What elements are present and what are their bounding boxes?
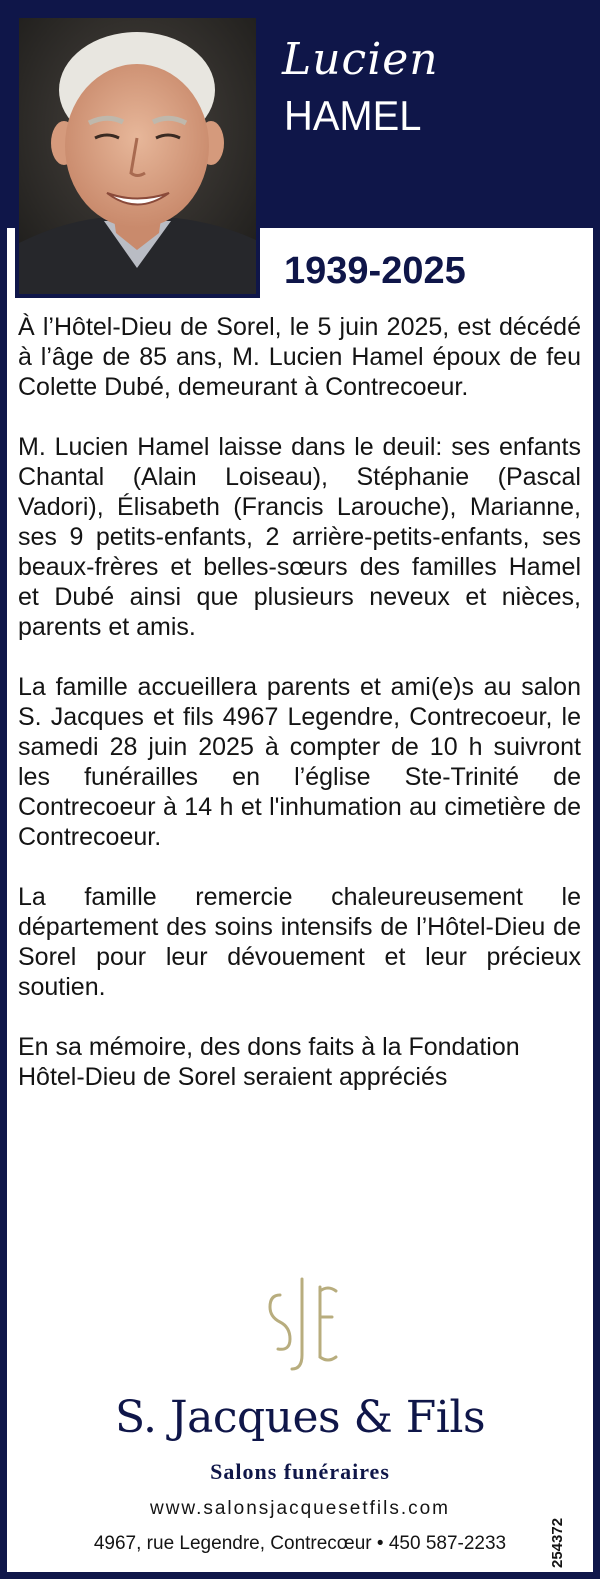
ad-number: 254372 (549, 1517, 566, 1568)
survivors-paragraph: M. Lucien Hamel laisse dans le deuil: ses enfants Chantal (Alain Loiseau), Stéphanie (Pascal Vadori), Élisabeth (Francis Larouche), Marianne, ses 9 petits-enfants, 2 arrière-petits-enfants, ses beaux-frères et belles-sœurs des familles Hamel et Dubé ainsi que plusieurs neveux et nièces, parents et amis. (18, 433, 581, 641)
first-name: Lucien (282, 34, 439, 85)
visitation-paragraph: La famille accueillera parents et ami(e)s au salon S. Jacques et fils 4967 Legendre, Contrecoeur, le samedi 28 juin 2025 à compter de 10 h suivront les funérailles en l’église Ste-Trinité de Contrecoeur à 14 h et l'inhumation au cimetière de Contrecoeur. (18, 673, 581, 851)
life-years: 1939-2025 (284, 250, 466, 292)
funeral-home-website[interactable]: www.salonsjacquesetfils.com (149, 1498, 451, 1519)
thanks-paragraph: La famille remercie chaleureusement le département des soins intensifs de l’Hôtel-Dieu de Sorel pour leur dévouement et leur précieux soutien. (18, 883, 581, 1001)
funeral-home-address: 4967, rue Legendre, Contrecœur • 450 587-2233 (93, 1533, 507, 1554)
portrait-photo (15, 14, 260, 298)
sjf-monogram-logo (262, 1277, 342, 1377)
obituary-body (18, 312, 581, 1092)
death-notice-paragraph: À l’Hôtel-Dieu de Sorel, le 5 juin 2025, est décédé à l’âge de 85 ans, M. Lucien Hamel époux de feu Colette Dubé, demeurant à Contrecoeur. (18, 313, 581, 401)
last-name: HAMEL (284, 92, 422, 139)
donations-paragraph: En sa mémoire, des dons faits à la Fondation Hôtel-Dieu de Sorel seraient appréciés (18, 1033, 520, 1091)
funeral-home-name: S. Jacques & Fils (114, 1392, 486, 1443)
funeral-home-subtitle: Salons funéraires (210, 1459, 390, 1484)
